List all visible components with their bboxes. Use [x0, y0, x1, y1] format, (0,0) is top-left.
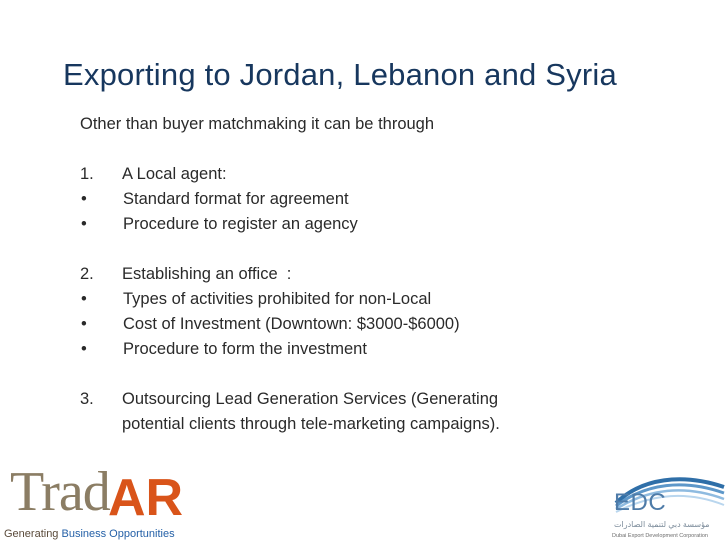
bullet-text: Standard format for agreement — [123, 190, 349, 208]
bullet-icon: • — [81, 315, 87, 333]
edc-arabic: مؤسسة دبي لتنمية الصادرات — [614, 520, 710, 529]
section-heading — [80, 162, 680, 187]
bullet-item — [80, 287, 680, 312]
section-number: 1. — [80, 165, 94, 183]
bullet-item — [80, 312, 680, 337]
section-number: 2. — [80, 265, 94, 283]
bullet-text: Procedure to register an agency — [123, 215, 358, 233]
bullet-text: Types of activities prohibited for non-Local — [123, 290, 432, 308]
slide-title: Exporting to Jordan, Lebanon and Syria — [63, 57, 617, 92]
logo-word-ar: AR — [108, 469, 184, 527]
slide-body — [80, 112, 680, 437]
bullet-text: Procedure to form the investment — [123, 340, 367, 358]
section-heading-text: Establishing an office : — [122, 265, 292, 283]
section-heading — [80, 262, 680, 287]
logo-tagline — [4, 528, 175, 540]
bullet-icon: • — [81, 290, 87, 308]
bullet-icon: • — [81, 215, 87, 233]
edc-subtitle: Dubai Export Development Corporation — [612, 533, 708, 539]
bullet-icon: • — [81, 190, 87, 208]
tagline-part2: Business Opportunities — [61, 528, 175, 540]
tradar-logo — [4, 458, 204, 544]
bullet-item — [80, 337, 680, 362]
tagline-part1: Generating — [4, 528, 62, 540]
bullet-item — [80, 187, 680, 212]
section-heading — [80, 387, 680, 437]
section-heading-text: Outsourcing Lead Generation Services (Generating potential clients through tele-marketing campaigns). — [122, 390, 500, 433]
bullet-text: Cost of Investment (Downtown: $3000-$6000) — [123, 315, 460, 333]
bullet-icon: • — [81, 340, 87, 358]
section-number: 3. — [80, 390, 94, 408]
section-heading-text: A Local agent: — [122, 165, 227, 183]
edc-name: EDC — [614, 489, 667, 516]
edc-logo — [602, 473, 726, 543]
intro-text: Other than buyer matchmaking it can be through — [80, 115, 435, 133]
bullet-item — [80, 212, 680, 237]
logo-word-trad: Trad — [10, 461, 110, 523]
